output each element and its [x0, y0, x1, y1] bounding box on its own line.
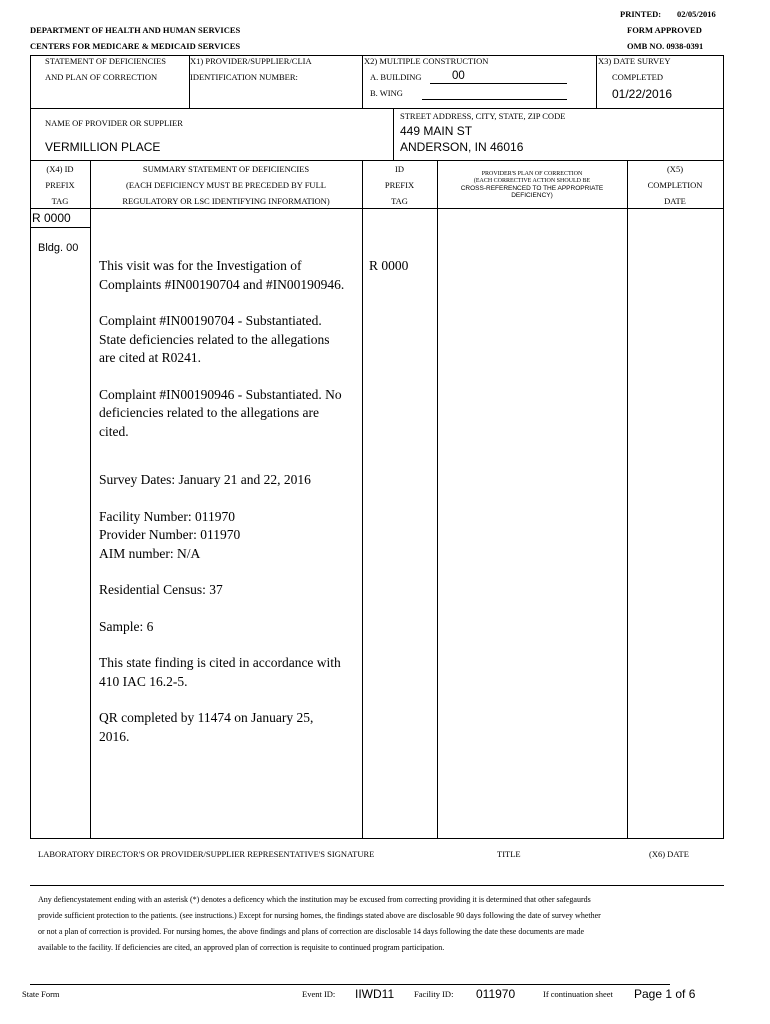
id-header-1: ID — [395, 164, 404, 174]
building-tag: Bldg. 00 — [38, 242, 79, 254]
plan-header-4: DEFICIENCY) — [511, 192, 553, 199]
summary-paragraph: This state finding is cited in accordance with 410 IAC 16.2-5. — [99, 655, 341, 689]
signature-date-label: (X6) DATE — [649, 849, 689, 859]
director-signature-label: LABORATORY DIRECTOR'S OR PROVIDER/SUPPLIER REPRESENTATIVE'S SIGNATURE — [38, 849, 375, 859]
right-tag: R 0000 — [369, 258, 409, 273]
facility-id-value: 011970 — [476, 987, 516, 1001]
plan-header-1: PROVIDER'S PLAN OF CORRECTION — [481, 171, 583, 177]
x4-header-1: (X4) ID — [46, 164, 74, 174]
x5-header-2: COMPLETION — [647, 180, 703, 190]
summary-paragraph: Residential Census: 37 — [99, 582, 223, 597]
x3-label-2: COMPLETED — [612, 72, 663, 82]
survey-completed-date: 01/22/2016 — [612, 87, 673, 101]
city-state-zip: ANDERSON, IN 46016 — [400, 140, 524, 154]
id-header-3: TAG — [391, 196, 408, 206]
omb-number: OMB NO. 0938-0391 — [627, 41, 704, 51]
street-address: 449 MAIN ST — [400, 124, 473, 138]
summary-paragraph: Facility Number: 011970 Provider Number: 011970 AIM number: N/A — [99, 508, 241, 561]
provider-name-label: NAME OF PROVIDER OR SUPPLIER — [45, 118, 183, 128]
department-title: DEPARTMENT OF HEALTH AND HUMAN SERVICES — [30, 25, 241, 35]
summary-paragraph: Sample: 6 — [99, 618, 154, 634]
provider-name: VERMILLION PLACE — [45, 140, 161, 154]
summary-paragraph: This visit was for the Investigation of Complaints #IN00190704 and #IN00190946. — [99, 258, 345, 292]
x2-label: X2) MULTIPLE CONSTRUCTION — [364, 56, 489, 66]
deficiency-summary — [99, 257, 347, 764]
x1-label-1: X1) PROVIDER/SUPPLIER/CLIA — [190, 56, 312, 66]
statement-label-2: AND PLAN OF CORRECTION — [45, 72, 158, 82]
id-header-2: PREFIX — [384, 180, 415, 190]
event-id-label: Event ID: — [302, 989, 336, 999]
summary-paragraph: Complaint #IN00190946 - Substantiated. No deficiencies related to the allegations are cited. — [99, 386, 342, 439]
x5-header-3: DATE — [664, 196, 686, 206]
left-tag: R 0000 — [32, 211, 71, 225]
state-form-label: State Form — [22, 989, 60, 999]
building-label: A. BUILDING — [370, 72, 422, 82]
summary-header-1: SUMMARY STATEMENT OF DEFICIENCIES — [142, 164, 310, 174]
form-approved: FORM APPROVED — [627, 25, 702, 35]
summary-header-3: REGULATORY OR LSC IDENTIFYING INFORMATION) — [122, 196, 330, 206]
address-label: STREET ADDRESS, CITY, STATE, ZIP CODE — [400, 111, 566, 121]
title-label: TITLE — [497, 849, 521, 859]
disclaimer-text: Any defiencystatement ending with an asterisk (*) denotes a deficency which the institution may be excused from correcting providing it is determined that other safegaurds provide sufficient protection to the patients. (see instructions.) Except for nursing homes, the findings stated above are disclosable 90 days following the date of survey whether or not a plan of correction is provided. For nursing homes, the above findings and plans of correction are disclosable 14 days following the date these documents are made available to the facility. If deficiencies are cited, an approved plan of correction is requisite to continued program participation. — [38, 895, 601, 952]
facility-id-label: Facility ID: — [414, 989, 454, 999]
summary-paragraph: QR completed by 11474 on January 25, 2016. — [99, 710, 314, 744]
plan-header-2: (EACH CORRECTIVE ACTION SHOULD BE — [473, 178, 591, 184]
statement-label-1: STATEMENT OF DEFICIENCIES — [45, 56, 167, 66]
summary-paragraph: Survey Dates: January 21 and 22, 2016 — [99, 472, 311, 487]
wing-label: B. WING — [370, 88, 403, 98]
x4-header-2: PREFIX — [45, 180, 75, 190]
building-value: 00 — [452, 70, 465, 82]
continuation-label: If continuation sheet — [543, 989, 613, 999]
printed-date: 02/05/2016 — [677, 9, 716, 19]
x1-label-2: IDENTIFICATION NUMBER: — [190, 72, 298, 82]
summary-paragraph: Complaint #IN00190704 - Substantiated. State deficiencies related to the allegations are cited at R0241. — [99, 313, 330, 365]
printed-label: PRINTED: — [620, 9, 662, 19]
event-id-value: IIWD11 — [355, 987, 395, 1001]
x5-header-1: (X5) — [666, 164, 684, 174]
page-number: Page 1 of 6 — [634, 987, 696, 1001]
centers-title: CENTERS FOR MEDICARE & MEDICAID SERVICES — [30, 41, 241, 51]
plan-header-3: CROSS-REFERENCED TO THE APPROPRIATE — [460, 185, 604, 192]
x3-label-1: X3) DATE SURVEY — [598, 56, 671, 66]
summary-header-2: (EACH DEFICIENCY MUST BE PRECEDED BY FULL — [126, 180, 326, 190]
x4-header-3: TAG — [51, 196, 69, 206]
